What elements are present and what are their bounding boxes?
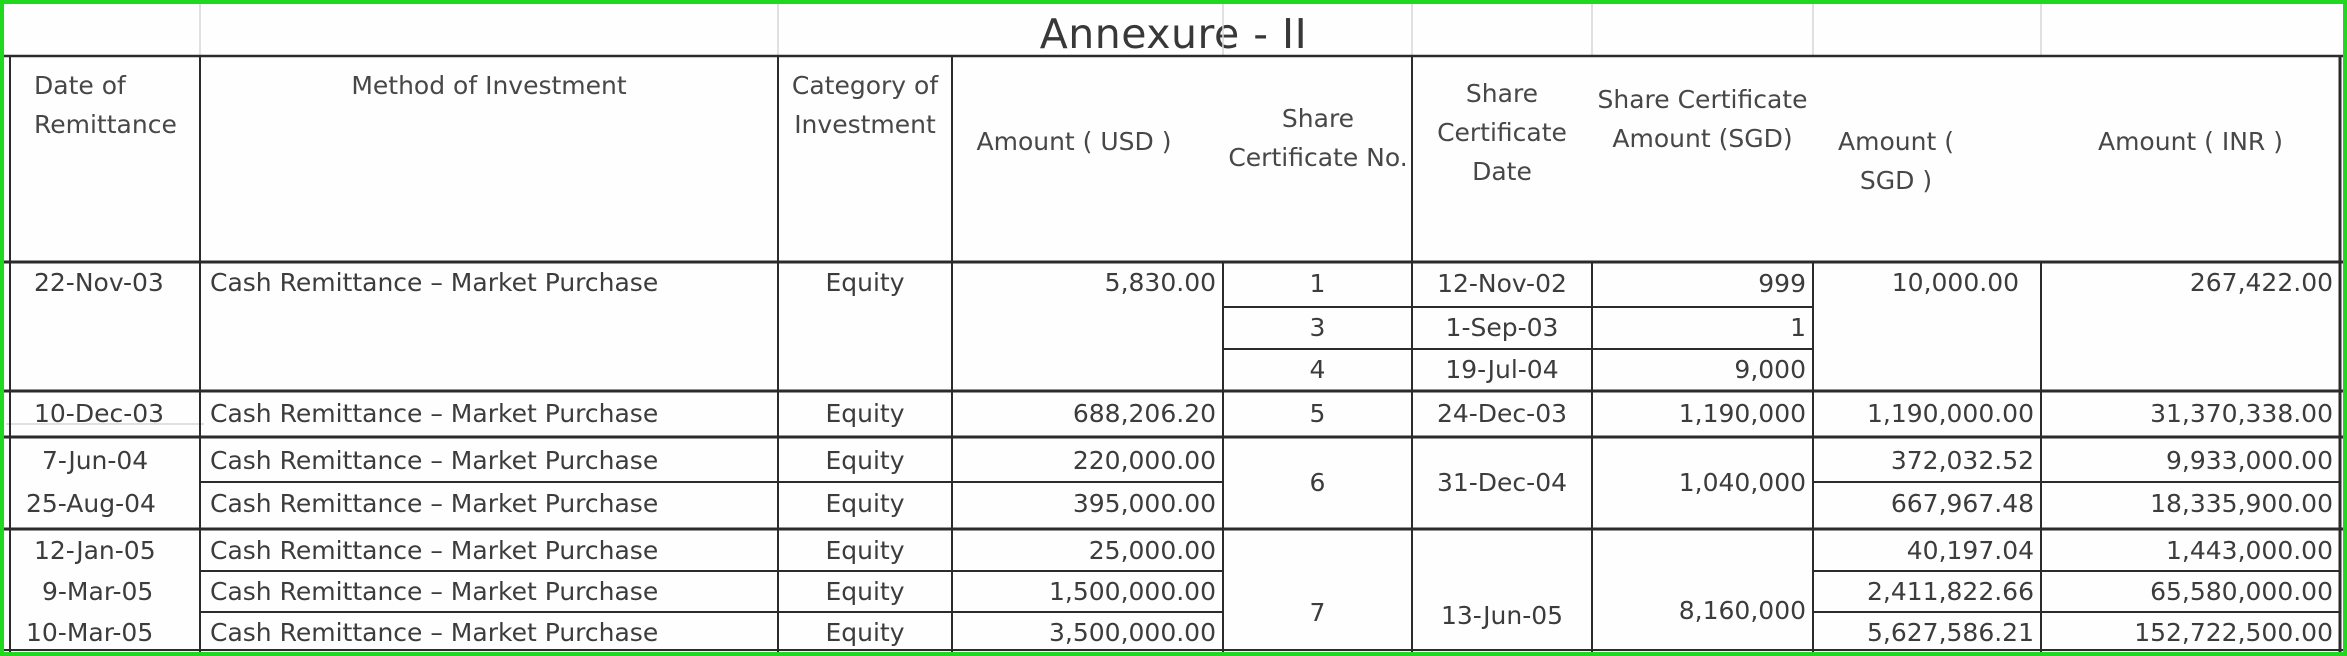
row-2-sgd: 1,190,000.00 [1867, 399, 2034, 428]
cert-3-no: 3 [1309, 313, 1326, 342]
row-3-date: 7-Jun-04 [42, 446, 149, 475]
cert-1-amount: 999 [1758, 269, 1806, 298]
row-7-category: Equity [825, 618, 905, 647]
row-4-sgd: 667,967.48 [1890, 489, 2034, 518]
row-5-method: Cash Remittance – Market Purchase [210, 536, 659, 565]
cert-5-no: 5 [1309, 399, 1326, 428]
row-4-inr: 18,335,900.00 [2150, 489, 2333, 518]
cert-7-date: 13-Jun-05 [1440, 601, 1564, 630]
row-6-method: Cash Remittance – Market Purchase [210, 577, 659, 606]
row-4-date: 25-Aug-04 [26, 489, 156, 518]
header-share-date: Share Certificate Date [1437, 79, 1567, 186]
row-6-category: Equity [825, 577, 905, 606]
cert-3-date: 1-Sep-03 [1445, 313, 1559, 342]
row-1-method: Cash Remittance – Market Purchase [210, 268, 659, 297]
row-6-usd: 1,500,000.00 [1049, 577, 1216, 606]
header-category: Category of Investment [791, 71, 939, 139]
cert-6-date: 31-Dec-04 [1436, 468, 1568, 497]
header-method: Method of Investment [351, 71, 627, 100]
cert-4-amount: 9,000 [1734, 355, 1806, 384]
row-5-inr: 1,443,000.00 [2166, 536, 2333, 565]
row-5-usd: 25,000.00 [1088, 536, 1216, 565]
row-3-method: Cash Remittance – Market Purchase [210, 446, 659, 475]
cert-1-no: 1 [1309, 269, 1326, 298]
row-4-category: Equity [825, 489, 905, 518]
row-3-usd: 220,000.00 [1072, 446, 1216, 475]
cert-5-date: 24-Dec-03 [1436, 399, 1568, 428]
header-share-amount: Share Certificate Amount (SGD) [1597, 85, 1808, 153]
document-title: Annexure - II [1039, 10, 1308, 58]
cert-3-amount: 1 [1790, 313, 1806, 342]
row-5-sgd: 40,197.04 [1906, 536, 2034, 565]
row-3-category: Equity [825, 446, 905, 475]
header-amount-usd: Amount ( USD ) [976, 127, 1172, 156]
header-amount-inr: Amount ( INR ) [2097, 127, 2284, 156]
header-amount-sgd: Amount ( SGD ) [1838, 127, 1954, 195]
row-2-category: Equity [825, 399, 905, 428]
cert-6-amount: 1,040,000 [1678, 468, 1806, 497]
row-1-usd: 5,830.00 [1104, 268, 1216, 297]
row-7-usd: 3,500,000.00 [1049, 618, 1216, 647]
row-2-usd: 688,206.20 [1072, 399, 1216, 428]
row-7-date: 10-Mar-05 [26, 618, 154, 647]
row-2-inr: 31,370,338.00 [2150, 399, 2333, 428]
row-4-usd: 395,000.00 [1072, 489, 1216, 518]
row-1-inr: 267,422.00 [2189, 268, 2333, 297]
row-5-date: 12-Jan-05 [34, 536, 156, 565]
row-3-sgd: 372,032.52 [1890, 446, 2034, 475]
cert-1-date: 12-Nov-02 [1437, 269, 1567, 298]
cert-7-amount: 8,160,000 [1678, 596, 1806, 625]
cert-5-amount: 1,190,000 [1678, 399, 1806, 428]
cert-6-no: 6 [1309, 468, 1326, 497]
row-6-sgd: 2,411,822.66 [1867, 577, 2034, 606]
cert-4-no: 4 [1309, 355, 1326, 384]
row-1-category: Equity [825, 268, 905, 297]
header-share-no: Share Certificate No. [1228, 104, 1408, 172]
row-7-inr: 152,722,500.00 [2134, 618, 2333, 647]
row-7-method: Cash Remittance – Market Purchase [210, 618, 659, 647]
row-6-date: 9-Mar-05 [42, 577, 154, 606]
cert-7-no: 7 [1309, 598, 1326, 627]
row-6-inr: 65,580,000.00 [2150, 577, 2333, 606]
row-4-method: Cash Remittance – Market Purchase [210, 489, 659, 518]
row-2-date: 10-Dec-03 [34, 399, 165, 428]
header-date: Date of Remittance [34, 71, 177, 139]
row-1-sgd: 10,000.00 [1891, 268, 2019, 297]
row-5-category: Equity [825, 536, 905, 565]
row-1-date: 22-Nov-03 [34, 268, 164, 297]
row-2-method: Cash Remittance – Market Purchase [210, 399, 659, 428]
row-7-sgd: 5,627,586.21 [1867, 618, 2034, 647]
cert-4-date: 19-Jul-04 [1445, 355, 1559, 384]
row-3-inr: 9,933,000.00 [2166, 446, 2333, 475]
